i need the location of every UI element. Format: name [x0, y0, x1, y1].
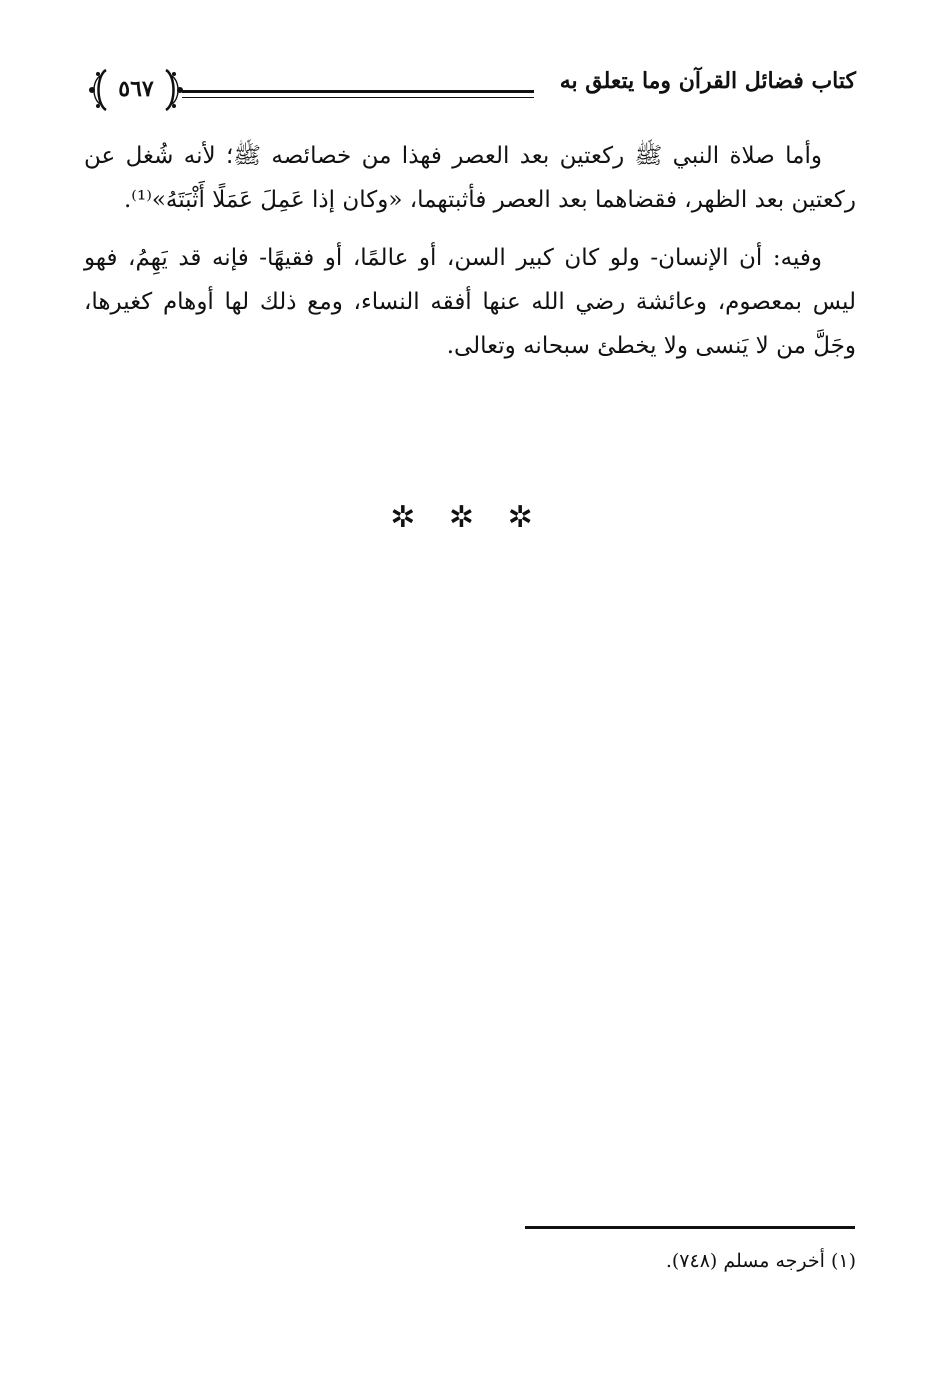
paragraph: وأما صلاة النبي ﷺ ركعتين بعد العصر فهذا من خصائصه ﷺ؛ لأنه شُغل عن ركعتين بعد الظهر، فقضاهما بعد العصر فأثبتهما، «وكان إذا عَمِلَ عَمَلًا أَثْبَتَهُ»⁽¹⁾. [84, 143, 856, 213]
footnote: (١) أخرجه مسلم (٧٤٨). [665, 1250, 856, 1272]
running-title: كتاب فضائل القرآن وما يتعلق به [559, 68, 856, 94]
page-number: ٥٦٧ [118, 76, 154, 102]
main-text [84, 134, 856, 382]
footnote-rule [525, 1226, 855, 1229]
paragraph: وفيه: أن الإنسان- ولو كان كبير السن، أو عالمًا، أو فقيهًا- فإنه قد يَهِمُ، فهو ليس بمعصوم، وعائشة رضي الله عنها أفقه النساء، ومع ذلك لها أوهام كغيرها، وجَلَّ من لا يَنسى ولا يخطئ سبحانه وتعالى. [84, 245, 856, 359]
page-number-frame-icon [86, 66, 186, 114]
page-header [86, 66, 856, 116]
asterism-flower-icon: ✲ ✲ ✲ [390, 500, 545, 535]
header-rule [182, 90, 534, 98]
